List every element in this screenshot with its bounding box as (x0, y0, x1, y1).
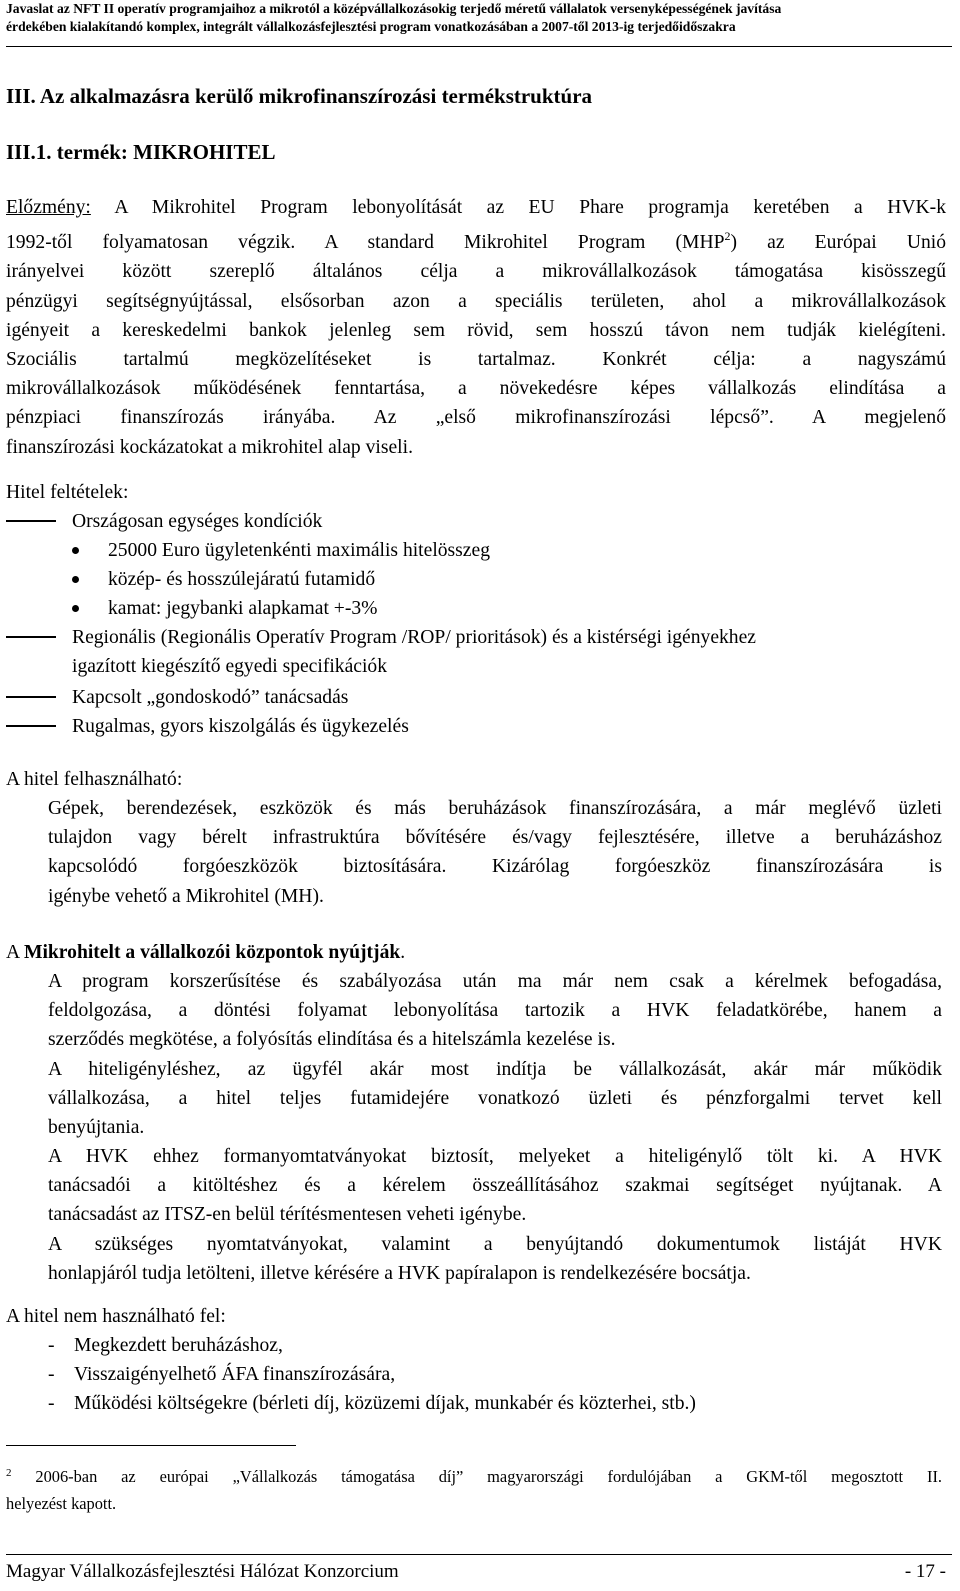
dash-marker (6, 696, 56, 698)
providers-paragraph-2: A hiteligényléshez, az ügyfél akár most indítja be vállalkozását, akár már működik vállalkozása, a hitel teljes futamidejére vonatkozó üzleti és pénzforgalmi tervet kell benyújtania. (48, 1059, 942, 1139)
header-line-2: érdekében kialakítandó komplex, integrált vállalkozásfejlesztési program vonatkozásában a 2007-től 2013-ig terjedőidőszakra (6, 19, 736, 34)
not-usable-title: A hitel nem használható fel: (6, 1306, 226, 1327)
conditions-title: Hitel feltételek: (6, 482, 129, 503)
bullet-icon (72, 547, 79, 554)
product-title: III.1. termék: MIKROHITEL (6, 140, 276, 164)
intro-label: Előzmény: (6, 197, 91, 218)
page-number: - 17 - (904, 1561, 946, 1582)
footnote-number: 2 (6, 1467, 12, 1479)
document-page: Javaslat az NFT II operatív programjaihoz a mikrotól a középvállalkozásokig terjedő méretű vállalatok versenyképességének javítása érdekében kialakítandó komplex, integrált vállalkozásfejlesztési program vonatkozásában a 2007-től 2013-ig terjedőidőszakra III. Az alkalmazásra kerülő mikrofinanszírozási termékstruktúra III.1. termék: MIKROHITEL Előzmény: A Mikrohitel Program lebonyolítását az EU Phare programja keretében a HVK-k 1992-től folyamatosan végzik. A standard Mikrohitel Program (MHP$^2$) az Európai Unió irányelvei között szereplő általános célja a mikrovállalkozások támogatása kisösszegű pénzügyi segítségnyújtással, elsősorban azon a speciális területen, ahol a mikrovállalkozások igényeit a kereskedelmi bankok jelenleg sem rövid, sem hosszú távon nem tudják kielégíteni. Szociális tartalmú megközelítéseket is tartalmaz. Konkrét célja: a nagyszámú mikrovállalkozások működésének fenntartása, a növekedésre képes vállalkozás elindítása a pénzpiaci finanszírozás irányába. Az „első mikrofinanszírozási lépcső”. A megjelenő finanszírozási kockázatokat a mikrohitel alap viseli. Hitel feltételek: Országosan egységes kondíciók 25000 Euro ügyletenkénti maximális hitelösszeg közép- és hosszúlejáratú futamidő kamat: jegybanki alapkamat +-3% Regionális (Regionális Operatív Program /ROP/ prioritások) és a kistérségi igényekhez igazított kiegészítő egyedi specifikációk Kapcsolt „gondoskodó” tanácsadás Rugalmas, gyors kiszolgálás és ügykezelés A hitel felhasználható: Gépek, berendezések, eszközök és más beruházások finanszírozására, a már meglévő üzleti tulajdon vagy bérelt infrastruktúra bővítésére és/vagy fejlesztésére, illetve a beruházáshoz kapcsolódó forgóeszközök biztosítására. Kizárólag forgóeszköz finanszírozására is igénybe vehető a Mikrohitel (MH). A Mikrohitelt a vállalkozói központok nyújtják. A program korszerűsítése és szabályozása után ma már nem csak a kérelmek befogadása, feldolgozása, a döntési folyamat lebonyolítása tartozik a HVK feladatkörébe, hanem a szerződés megkötése, a folyósítás elindítása és a hitelszámla kezelése is. A hiteligényléshez, az ügyfél akár most indítja be vállalkozását, akár már működik vállalkozása, a hitel teljes futamidejére vonatkozó üzleti és pénzforgalmi tervet kell benyújtania. A HVK ehhez formanyomtatványokat biztosít, melyeket a hiteligénylő tölt ki. A HVK tanácsadói a kitöltéshez és a kérelem összeállításához szakmai segítséget nyújtanak. A tanácsadást az ITSZ-en belül térítésmentesen veheti igénybe. A szükséges nyomtatványokat, valamint a benyújtandó dokumentumok listáját HVK honlapjáról tudja letölteni, illetve kérésére a HVK papíralapon is rendelkezésére bocsátja. A hitel nem használható fel: - Megkezdett beruházáshoz, - Visszaigényelhető ÁFA finanszírozására, - Működési költségekre (bérleti díj, közüzemi díjak, munkabér és közterhei, stb.) $^2$ 2006-ban az európai „Vállalkozás támogatása díj” magyarországi fordulójában a GKM-től megosztott II. helyezést kapott. Magyar Vállalkozásfejlesztési Hálózat Konzorcium - 17 - (0, 0, 960, 1591)
bullet-icon (72, 605, 79, 612)
usable-paragraph: Gépek, berendezések, eszközök és más beruházások finanszírozására, a már meglévő üzleti tulajdon vagy bérelt infrastruktúra bővítésére és/vagy fejlesztésére, illetve a beruházáshoz kapcsolódó forgóeszközök biztosítására. Kizárólag forgóeszköz finanszírozására is igénybe vehető a Mikrohitel (MH). (48, 798, 942, 907)
bullet-icon (72, 576, 79, 583)
intro-paragraph: Előzmény: A Mikrohitel Program lebonyolítását az EU Phare programja keretében a HVK-k 1992-től folyamatosan végzik. A standard Mikrohitel Program (MHP$^2$) az Európai Unió irányelvei között szereplő általános célja a mikrovállalkozások támogatása kisösszegű pénzügyi segítségnyújtással, elsősorban azon a speciális területen, ahol a mikrovállalkozások igényeit a kereskedelmi bankok jelenleg sem rövid, sem hosszú távon nem tudják kielégíteni. Szociális tartalmú megközelítéseket is tartalmaz. Konkrét célja: a nagyszámú mikrovállalkozások működésének fenntartása, a növekedésre képes vállalkozás elindítása a pénzpiaci finanszírozás irányába. Az „első mikrofinanszírozási lépcső”. A megjelenő finanszírozási kockázatokat a mikrohitel alap viseli. (6, 197, 947, 458)
section-title: III. Az alkalmazásra kerülő mikrofinanszírozási termékstruktúra (6, 84, 593, 108)
providers-paragraph-3: A HVK ehhez formanyomtatványokat biztosít, melyeket a hiteligénylő tölt ki. A HVK tanácsadói a kitöltéshez és a kérelem összeállításához szakmai segítséget nyújtanak. A tanácsadást az ITSZ-en belül térítésmentesen veheti igénybe. (48, 1146, 942, 1226)
providers-title: A Mikrohitelt a vállalkozói központok nyújtják. (6, 942, 406, 963)
header-divider (6, 46, 952, 47)
footer-divider (6, 1554, 952, 1555)
footnote: $^2$ 2006-ban az európai „Vállalkozás támogatása díj” magyarországi fordulójában a GKM-től megosztott II. helyezést kapott. (6, 1467, 942, 1513)
dash-marker (6, 520, 56, 522)
running-header (6, 0, 952, 36)
providers-paragraph-4: A szükséges nyomtatványokat, valamint a benyújtandó dokumentumok listáját HVK honlapjáról tudja letölteni, illetve kérésére a HVK papíralapon is rendelkezésére bocsátja. (48, 1234, 942, 1285)
footer-organization: Magyar Vállalkozásfejlesztési Hálózat Konzorcium (6, 1561, 399, 1582)
footnote-reference[interactable]: 2 (724, 229, 731, 244)
header-line-1: Javaslat az NFT II operatív programjaihoz a mikrotól a középvállalkozásokig terjedő méretű vállalatok versenyképességének javítása (6, 1, 782, 16)
providers-paragraph-1: A program korszerűsítése és szabályozása után ma már nem csak a kérelmek befogadása, feldolgozása, a döntési folyamat lebonyolítása tartozik a HVK feladatkörébe, hanem a szerződés megkötése, a folyósítás elindítása és a hitelszámla kezelése is. (48, 971, 942, 1051)
footnote-divider (6, 1445, 296, 1446)
dash-marker (6, 725, 56, 727)
dash-marker (6, 636, 56, 638)
usable-title: A hitel felhasználható: (6, 769, 183, 790)
